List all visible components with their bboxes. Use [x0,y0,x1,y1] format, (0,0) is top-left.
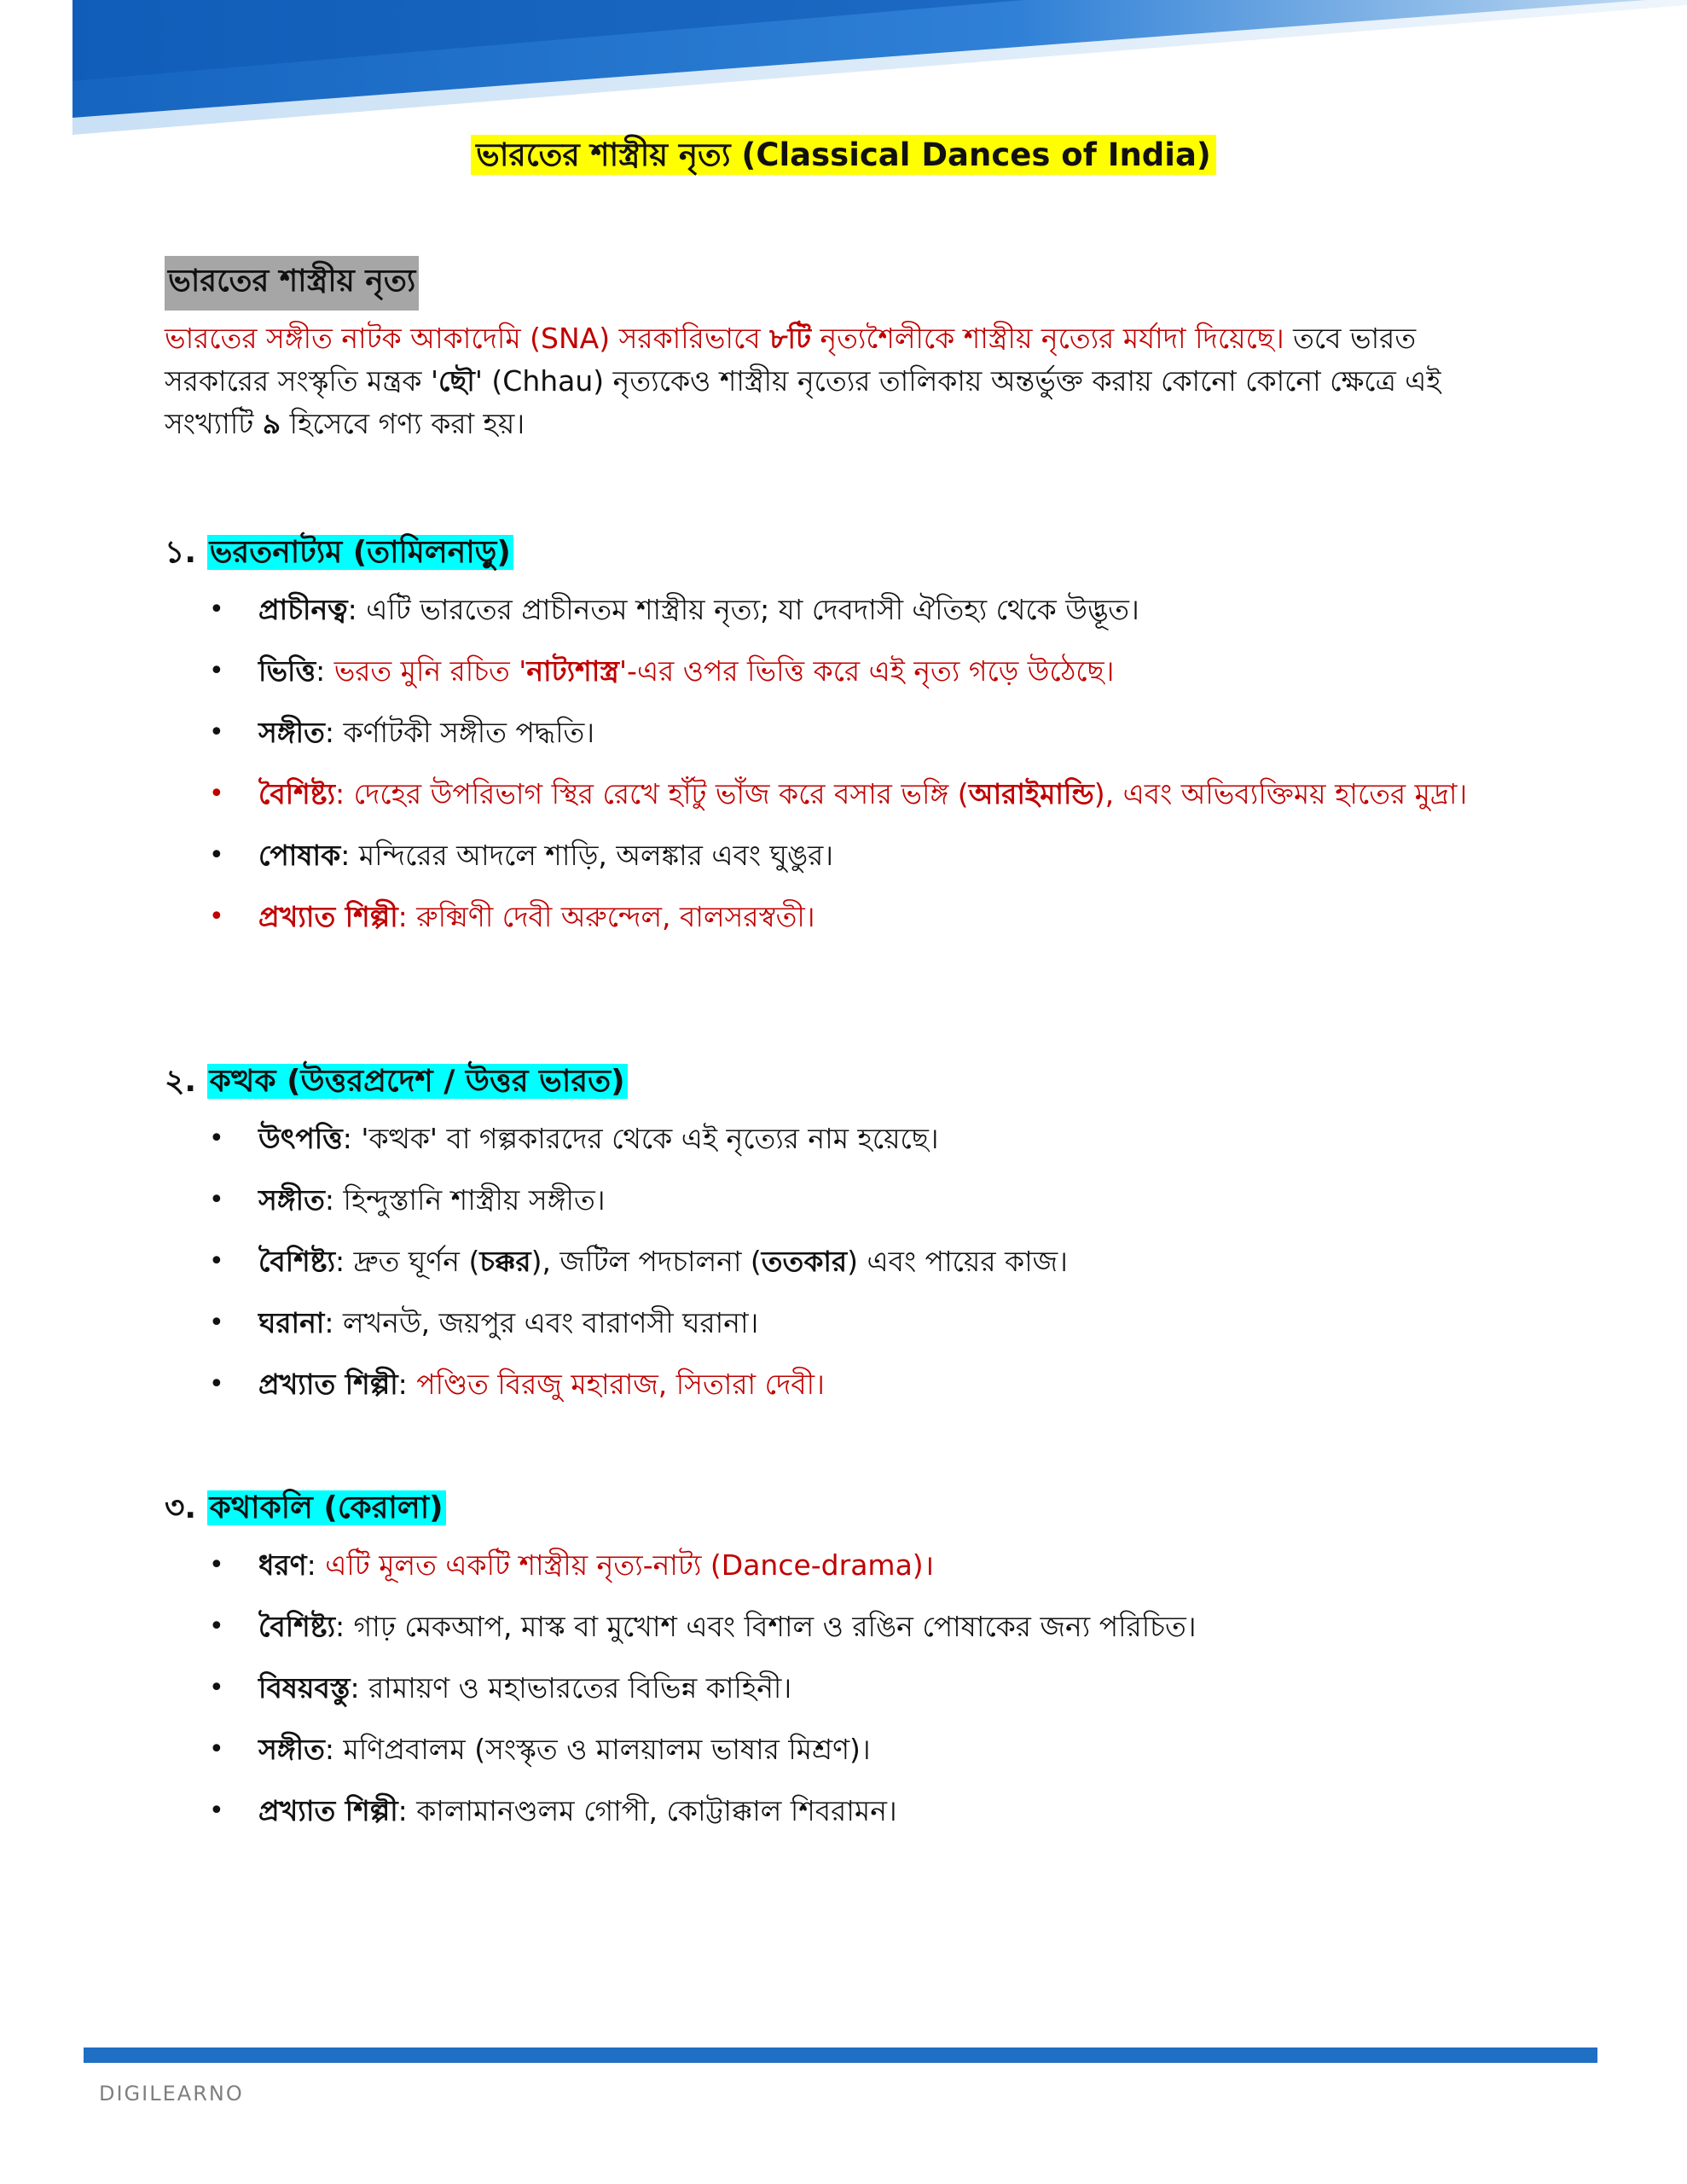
section-number: ৩. [165,1490,207,1525]
item-text: ), এবং অভিব্যক্তিময় হাতের মুদ্রা। [1093,777,1468,810]
item-label: সঙ্গীত [258,1183,325,1217]
intro-count: ৮টি [769,322,811,355]
item-text: মণিপ্রবালম (সংস্কৃত ও মালয়ালম ভাষার মিশ্রণ)। [343,1733,871,1766]
item-label: ভিত্তি [258,654,316,688]
intro-text-1: ভারতের সঙ্গীত নাটক আকাদেমি (SNA) সরকারিভাবে [165,322,770,355]
list-item [209,1790,1505,1833]
item-sep: : [335,777,354,810]
intro-text-6: ' (Chhau) নৃত্যকেও শাস্ত্রীয় নৃত্যের তালিকায় অন্তর্ভুক্ত করায় কোনো কোনো ক্ষেত্রে এই সংখ্যাটি [165,364,1441,440]
item-label: প্রখ্যাত শিল্পী [258,1368,398,1401]
item-text: ), জটিল পদচালনা ( [530,1245,762,1278]
item-text: ) এবং পায়ের কাজ। [847,1245,1068,1278]
item-text: এটি মূলত একটি শাস্ত্রীয় নৃত্য-নাট্য (Dance-drama)। [325,1548,935,1582]
intro-count-9: ৯ [262,407,281,440]
item-text: লখনউ, জয়পুর এবং বারাণসী ঘরানা। [342,1306,759,1339]
item-emphasis: নাট্যশাস্ত্র [526,654,619,688]
item-text: এটি ভারতের প্রাচীনতম শাস্ত্রীয় নৃত্য; যা দেবদাসী ঐতিহ্য থেকে উদ্ভূত। [366,593,1139,626]
item-label: ধরণ [258,1548,307,1582]
list-item [209,773,1505,816]
section-number: ১. [165,535,207,570]
item-label: পোষাক [258,839,341,872]
item-sep: : [342,1122,362,1155]
item-sep: : [324,1183,344,1217]
item-sep: : [335,1245,354,1278]
list-item [209,1363,1505,1406]
list-item [209,834,1505,877]
item-label: বিষয়বস্তু [258,1671,351,1705]
section-heading: ভারতের শাস্ত্রীয় নৃত্য [165,256,419,311]
section-number: ২. [165,1064,207,1099]
section-heading-kathak [165,1058,628,1109]
item-sep: : [335,1610,354,1643]
item-sep: : [347,593,367,626]
item-label: বৈশিষ্ট্য [258,1245,336,1278]
item-sep: : [306,1548,326,1582]
item-text: 'কত্থক' বা গল্পকারদের থেকে এই নৃত্যের নাম হয়েছে। [361,1122,939,1155]
item-text: মন্দিরের আদলে শাড়ি, অলঙ্কার এবং ঘুঙুর। [358,839,834,872]
item-label: প্রখ্যাত শিল্পী [258,900,398,933]
item-sep: : [350,1671,369,1705]
item-sep: : [340,839,359,872]
bharatanatyam-list [209,589,1505,957]
section-heading-bharatanatyam [165,529,513,580]
kathakali-list [209,1544,1505,1851]
item-text: গাঢ় মেকআপ, মাস্ক বা মুখোশ এবং বিশাল ও রঙিন পোষাকের জন্য পরিচিত। [353,1610,1197,1643]
item-sep: : [397,900,417,933]
item-label: সঙ্গীত [258,716,325,749]
item-emphasis: ততকার [761,1245,848,1278]
section-title: কথাকলি (কেরালা) [207,1490,446,1525]
item-sep: : [316,654,334,688]
item-text: '-এর ওপর ভিত্তি করে এই নৃত্য গড়ে উঠেছে। [618,654,1115,688]
list-item [209,1179,1505,1222]
item-label: প্রখ্যাত শিল্পী [258,1794,398,1827]
list-item [209,1606,1505,1648]
item-sep: : [324,1306,343,1339]
kathak-list [209,1118,1505,1425]
item-text: কর্ণাটকী সঙ্গীত পদ্ধতি। [343,716,595,749]
item-sep: : [397,1368,417,1401]
item-text: দেহের উপরিভাগ স্থির রেখে হাঁটু ভাঁজ করে বসার ভঙ্গি ( [353,777,969,810]
list-item [209,1728,1505,1771]
list-item [209,896,1505,938]
item-sep: : [324,716,344,749]
intro-chhau: ছৌ [438,364,475,398]
section-title: কত্থক (উত্তরপ্রদেশ / উত্তর ভারত) [207,1064,628,1099]
intro-text-8: হিসেবে গণ্য করা হয়। [281,407,525,440]
item-label: সঙ্গীত [258,1733,325,1766]
list-item [209,1667,1505,1710]
list-item [209,1302,1505,1345]
item-text: ভরত মুনি রচিত ' [333,654,527,688]
page-title [0,130,1687,183]
header-band [0,0,1687,145]
item-text: পণ্ডিত বিরজু মহারাজ, সিতারা দেবী। [416,1368,825,1401]
item-text: দ্রুত ঘূর্ণন ( [353,1245,480,1278]
intro-text-4: তবে ভারত সরকারের সংস্কৃতি মন্ত্রক ' [165,322,1417,398]
page-title-text: ভারতের শাস্ত্রীয় নৃত্য (Classical Dances of India) [471,135,1216,175]
item-label: বৈশিষ্ট্য [258,1610,336,1643]
list-item [209,589,1505,631]
item-sep: : [324,1733,344,1766]
item-sep: : [397,1794,417,1827]
intro-text-3: নৃত্যশৈলীকে শাস্ত্রীয় নৃত্যের মর্যাদা দিয়েছে। [810,322,1284,355]
list-item [209,1240,1505,1283]
item-text: রুক্মিণী দেবী অরুন্দেল, বালসরস্বতী। [416,900,815,933]
section-title: ভরতনাট্যম (তামিলনাড়ু) [207,535,513,570]
list-item [209,650,1505,693]
footer-bar [84,2048,1597,2063]
item-label: ঘরানা [258,1306,325,1339]
footer-brand: DIGILEARNO [99,2082,244,2106]
item-text: হিন্দুস্তানি শাস্ত্রীয় সঙ্গীত। [343,1183,606,1217]
item-text: কালামানণ্ডলম গোপী, কোট্টাক্কাল শিবরামন। [416,1794,897,1827]
item-emphasis: চক্কর [479,1245,531,1278]
item-label: বৈশিষ্ট্য [258,777,336,810]
item-emphasis: আরাইমান্ডি [968,777,1094,810]
list-item [209,712,1505,754]
item-label: প্রাচীনত্ব [258,593,348,626]
list-item [209,1544,1505,1587]
item-text: রামায়ণ ও মহাভারতের বিভিন্ন কাহিনী। [368,1671,792,1705]
item-label: উৎপত্তি [258,1122,343,1155]
intro-paragraph [165,317,1495,445]
section-heading-kathakali [165,1484,446,1536]
list-item [209,1118,1505,1160]
